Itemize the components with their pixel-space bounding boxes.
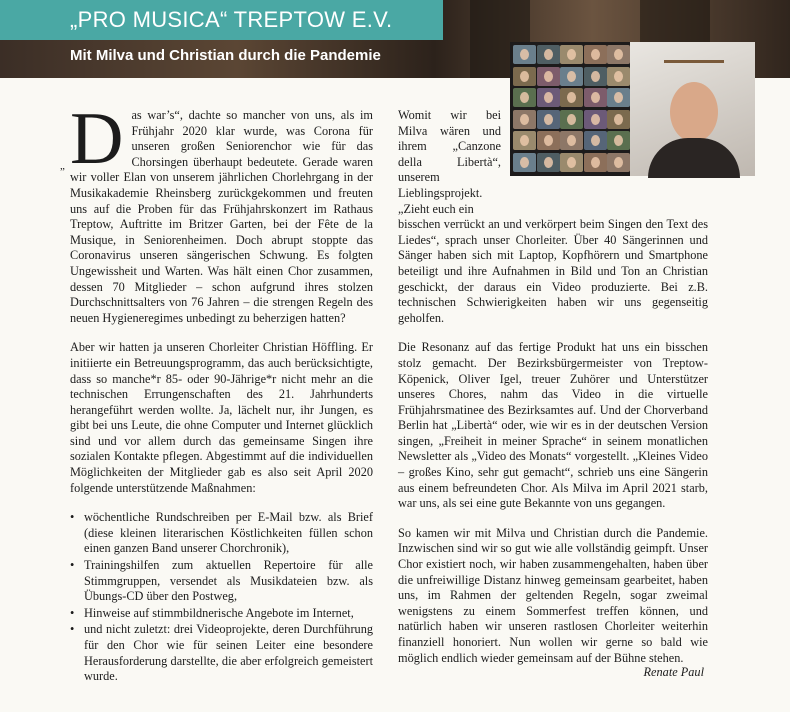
list-item: • Trainingshilfen zum aktuellen Repertoire für alle Stimmgruppen, versendet als Musikdateien bzw. als Übungs-CD über den Postweg, (70, 558, 373, 605)
org-title: „PRO MUSICA“ TREPTOW E.V. (70, 7, 393, 32)
participant-tile (560, 67, 583, 86)
list-item: • und nicht zuletzt: drei Videoprojekte, deren Durchführung für den Chor wie für seinen Leiter eine besondere Herausforderung darstellte, die aber erfolgreich gemeistert wurde. (70, 622, 373, 684)
article-paragraph (398, 108, 708, 326)
participant-tile (560, 88, 583, 107)
participant-tile (607, 67, 630, 86)
participant-tile (513, 88, 536, 107)
participant-tile (537, 45, 560, 64)
participant-tile (607, 88, 630, 107)
article-paragraph: So kamen wir mit Milva und Christian durch die Pandemie. Inzwischen sind wir so gut wie alle vollständig geimpft. Unser Chor existiert noch, wir haben zusammengehalten, haben über die unfreiwillige Distanz hinweg gemeinsam gearbeitet, haben uns, im Rahmen der geltenden Regeln, sogar zweimal wenigstens zu einem Sommerfest treffen können, und natürlich haben wir unseren rastlosen Chorleiter weiterhin finanziell honoriert. Nun wollen wir gerne so bald wie möglich endlich wieder gemeinsam auf der Bühne stehen. (398, 525, 708, 665)
article-subtitle: Mit Milva und Christian durch die Pandemie (70, 47, 381, 64)
article-paragraph: Aber wir hatten ja unseren Chorleiter Christian Höffling. Er initiierte ein Betreuungsprogramm, das auch berücksichtigte, dass so manche*r 85- oder 90-Jährige*r nicht mehr an die technischen Errungenschaften des 21. Jahrhunderts herangeführt werden wollte. Ja, lächelt nur, ihr Jungen, es gibt bei uns Leute, die ohne Computer und Internet glücklich sind und vor allem durch das gemeinsame Singen ihre sozialen Kontakte pflegen. Abgestimmt auf die individuellen Möglichkeiten der Mitglieder gab es also seit April 2020 folgende unterstützende Maßnahmen: (70, 340, 373, 495)
drop-cap: D (70, 98, 124, 180)
participant-tile (607, 45, 630, 64)
participant-tile (513, 67, 536, 86)
paragraph-text-narrow: Womit wir bei Milva wären und ihrem „Canzone della Libertà“, unserem Lieblingsprojekt. „Zieht euch ein (398, 108, 501, 216)
article-column-right (398, 108, 708, 680)
participant-tile (537, 67, 560, 86)
participant-tile (513, 45, 536, 64)
quote-mark: „ (60, 160, 65, 172)
article-column-left (70, 98, 373, 686)
paragraph-text: as war’s“, dachte so mancher von uns, als im Frühjahr 2020 klar wurde, was Corona für unseren großen Seniorenchor wie für das Chorsingen überhaupt bedeutete. Gerade waren wir voller Elan von unserem jährlichen Chorlehrgang in der Musikakademie Rheinsberg zurückgekommen und freuten uns auf die Proben für das Frühjahrskonzert im Rathaus Treptow, Auftritte im Britzer Garten, bei der Fête de la Musique, in Seniorenheimen. Doch abrupt stoppte das Coronavirus unseren sängerischen Schwung. Es folgten Ungewissheit und Warten. Was hält einen Chor zusammen, dessen 70 Mitglieder – schon aufgrund ihres stolzen Durchschnittsalters von 76 Jahren – die strengen Regeln des neuen Hygieneregimes unbedingt zu beherzigen hatten? (70, 108, 373, 325)
participant-tile (584, 67, 607, 86)
participant-tile (560, 45, 583, 64)
participant-tile (537, 88, 560, 107)
list-item: • Hinweise auf stimmbildnerische Angebote im Internet, (70, 606, 373, 622)
participant-tile (584, 45, 607, 64)
author-name: Renate Paul (643, 664, 704, 679)
list-item: • wöchentliche Rundschreiben per E-Mail bzw. als Brief (diese kleinen literarischen Köstlichkeiten füllen schon einen ganzen Band unserer Chorchronik), (70, 510, 373, 557)
paragraph-text: bisschen verrückt an und verkörpert beim Singen den Text des Liedes“, sprach unser Chorleiter. Über 40 Sängerinnen und Sänger haben sich mit Laptop, Kopfhörern und Smartphone beteiligt und ihre Aufnahmen in Bild und Ton an Christian geschickt, der daraus ein Video produzierte. Bei z.B. technischen Schwierigkeiten haben wir uns gegenseitig geholfen. (398, 217, 708, 325)
participant-tile (584, 88, 607, 107)
article-paragraph (70, 98, 373, 326)
article-paragraph: Die Resonanz auf das fertige Produkt hat uns ein bisschen stolz gemacht. Der Bezirksbürgermeister von Treptow-Köpenick, Oliver Igel, treuer Zuhörer und Unterstützer unseres Chores, nahm das Video in die virtuelle Frühjahrsmatinee des Bezirksamtes auf. Und der Chorverband Berlin hat „Libertà“ oder, wie wir es in der deutschen Version singen, „Freiheit in meiner Sprache“ in seinem monatlichen Newsletter als „Video des Monats“ vorgestellt. „Kleines Video – großes Kino, sehr gut gemacht“, schrieb uns eine Sängerin aus einem befreundeten Chor. Als Milva im April 2021 starb, war uns, als sei eine gute Bekannte von uns gegangen. (398, 340, 708, 511)
measures-list (70, 510, 373, 685)
